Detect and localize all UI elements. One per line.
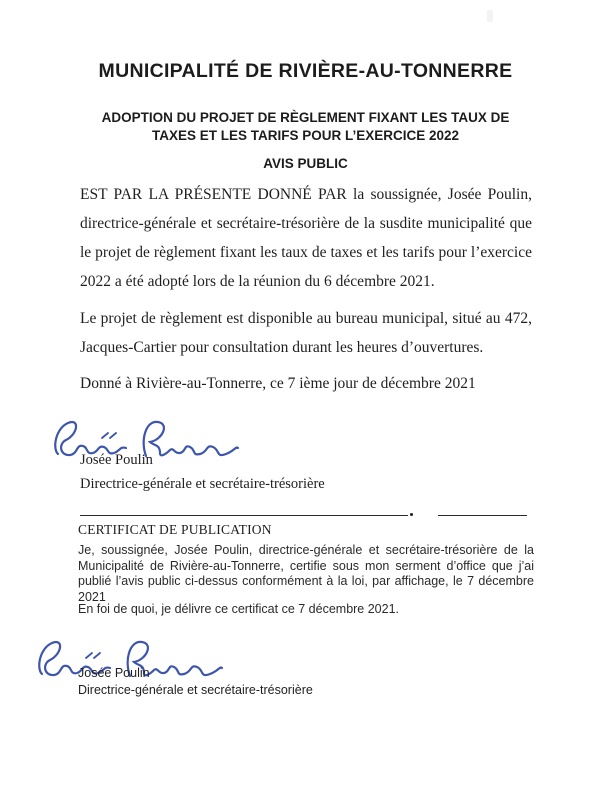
notice-dateline: Donné à Rivière-au-Tonnerre, ce 7 ième jour de décembre 2021 — [80, 375, 476, 392]
avis-public-heading: AVIS PUBLIC — [263, 156, 348, 171]
divider-line-short — [438, 515, 527, 516]
signatory-name: Josée Poulin — [78, 666, 150, 680]
certificate-closing: En foi de quoi, je délivre ce certificat ce 7 décembre 2021. — [78, 602, 400, 616]
signatory-name: Josée Poulin — [80, 452, 153, 468]
certificate-heading: CERTIFICAT DE PUBLICATION — [78, 522, 272, 537]
scan-artifact — [487, 10, 493, 22]
notice-paragraph-availability: Le projet de règlement est disponible au bureau municipal, situé au 472, Jacques-Cartier pour consultation durant les heures d’ouvertures. — [80, 310, 532, 356]
notice-subject-heading: ADOPTION DU PROJET DE RÈGLEMENT FIXANT LES TAUX DE TAXES ET LES TARIFS POUR L’EXERCICE 2022 — [101, 110, 510, 143]
divider-dot — [410, 513, 413, 516]
notice-paragraph-adoption: EST PAR LA PRÉSENTE DONNÉ PAR la soussignée, Josée Poulin, directrice-générale et secrétaire-trésorière de la susdite municipalité que le projet de règlement fixant les taux de taxes et les tarifs pour l’exercice 2022 a été adopté lors de la réunion du 6 décembre 2021. — [80, 186, 532, 290]
certificate-body: Je, soussignée, Josée Poulin, directrice-générale et secrétaire-trésorière de la Municipalité de Rivière-au-Tonnerre, certifie sous mon serment d’office que j’ai publié l’avis public ci-dessus conformément à la loi, par affichage, le 7 décembre 2021 — [78, 543, 534, 604]
signatory-title: Directrice-générale et secrétaire-trésorière — [80, 476, 325, 492]
handwritten-signature-icon — [34, 634, 224, 689]
divider-line-long — [80, 515, 408, 516]
municipality-title: MUNICIPALITÉ DE RIVIÈRE-AU-TONNERRE — [98, 60, 513, 82]
signatory-title: Directrice-générale et secrétaire-trésorière — [78, 683, 313, 697]
